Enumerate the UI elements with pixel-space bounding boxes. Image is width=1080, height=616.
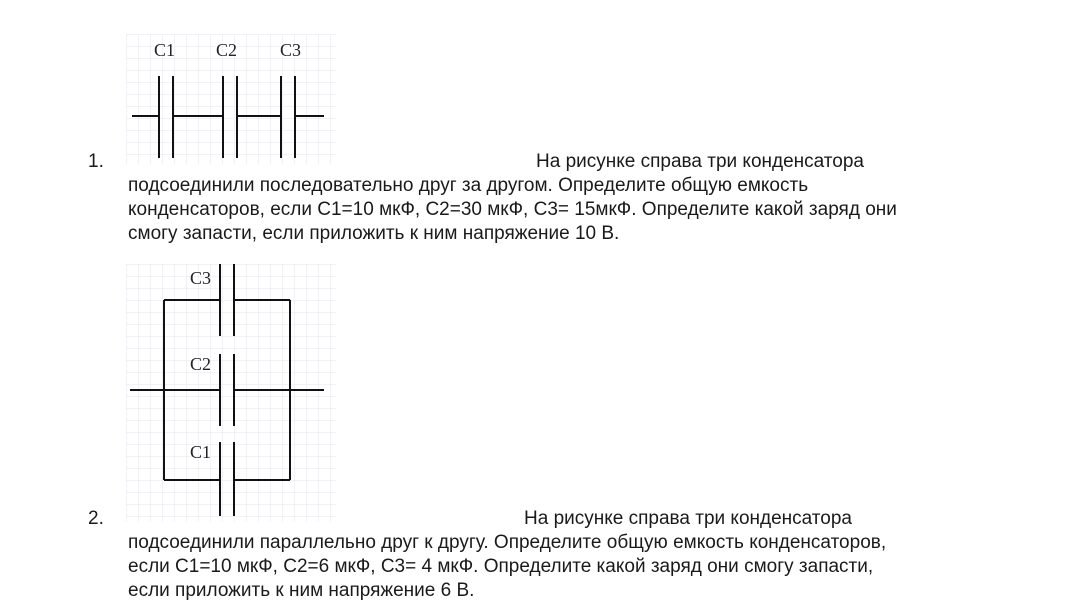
- problem-1-line-3: смогу запасти, если приложить к ним напряжение 10 В.: [128, 223, 620, 244]
- series-circuit-diagram: [126, 34, 336, 164]
- problem-1-text: [128, 174, 897, 246]
- problem-1-number: 1.: [88, 151, 104, 172]
- problem-2-line-3: если приложить к ним напряжение 6 В.: [128, 580, 475, 601]
- problem-2-number: 2.: [88, 508, 104, 529]
- label-c1: C1: [154, 40, 176, 60]
- problem-1-line-2: конденсаторов, если С1=10 мкФ, С2=30 мкФ, С3= 15мкФ. Определите какой заряд они: [128, 199, 897, 220]
- problem-1-line-1: подсоединили последовательно друг за другом. Определите общую емкость: [128, 175, 809, 196]
- problem-2-line-1: подсоединили параллельно друг к другу. Определите общую емкость конденсаторов,: [128, 532, 887, 553]
- problem-2-line-2: если С1=10 мкФ, С2=6 мкФ, С3= 4 мкФ. Определите какой заряд они смогу запасти,: [128, 556, 874, 577]
- label-c2: C2: [216, 40, 238, 60]
- problem-2-text: [128, 531, 886, 603]
- label-c1: C1: [190, 442, 212, 462]
- label-c2: C2: [190, 354, 212, 374]
- problem-2-lead: На рисунке справа три конденсатора: [524, 508, 852, 529]
- grid-background: [126, 264, 336, 522]
- parallel-circuit-diagram: [126, 264, 336, 522]
- problem-1-lead: На рисунке справа три конденсатора: [536, 151, 864, 172]
- label-c3: C3: [280, 40, 302, 60]
- label-c3: C3: [190, 268, 212, 288]
